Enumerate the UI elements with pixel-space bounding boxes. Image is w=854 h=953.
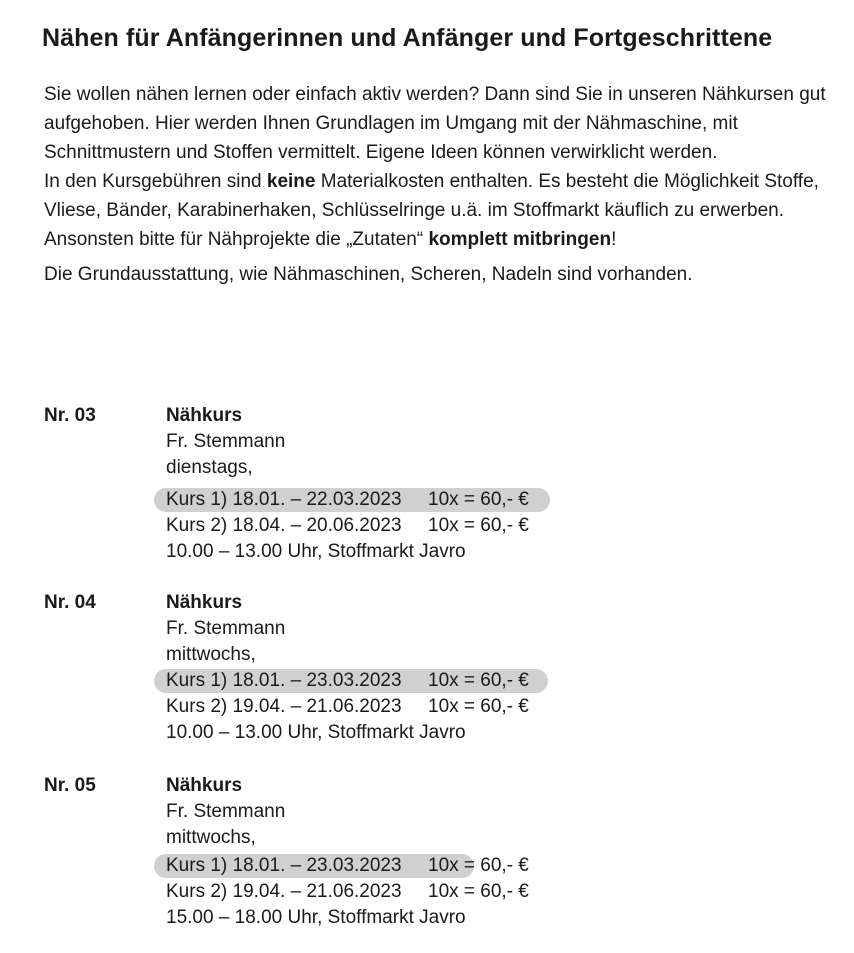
course-session-row [166, 513, 529, 539]
course-session-row [166, 668, 529, 694]
session-dates: Kurs 2) 19.04. – 21.06.2023 [166, 881, 402, 902]
session-price: 10x = 60,- € [428, 489, 529, 510]
course-details [166, 403, 529, 565]
session-price: 10x = 60,- € [428, 855, 529, 876]
course-number: Nr. 04 [44, 592, 96, 613]
session-price: 10x = 60,- € [428, 881, 529, 902]
intro-paragraph-3: Die Grundausstattung, wie Nähmaschinen, Scheren, Nadeln sind vorhanden. [44, 264, 693, 285]
page-title: Nähen für Anfängerinnen und Anfänger und Fortgeschrittene [42, 24, 773, 52]
course-number: Nr. 05 [44, 775, 96, 796]
course-teacher: Fr. Stemmann [166, 801, 286, 822]
session-dates: Kurs 1) 18.01. – 23.03.2023 [166, 670, 402, 691]
course-day: mittwochs, [166, 644, 256, 665]
course-title: Nähkurs [166, 775, 243, 796]
course-sessions [166, 487, 529, 539]
intro-paragraph-1: Sie wollen nähen lernen oder einfach aktiv werden? Dann sind Sie in unseren Nähkursen gut aufgehoben. Hier werden Ihnen Grundlagen im Umgang mit der Nähmaschine, mit Schnittmustern und Stoffen vermittelt. Eigene Ideen können verwirklicht werden. [44, 84, 826, 163]
course-title: Nähkurs [166, 592, 243, 613]
course-time-location: 10.00 – 13.00 Uhr, Stoffmarkt Javro [166, 541, 466, 562]
course-teacher: Fr. Stemmann [166, 431, 286, 452]
intro-p2-text-c: Materialkosten enthalten. Es besteht die Möglichkeit Stoffe, Vliese, Bänder, Karabinerhaken, Schlüsselringe u.ä. im Stoffmarkt käuflich zu erwerben. Ansonsten bitte für Nähprojekte die „Zutaten“ [44, 171, 819, 250]
course-time-location: 10.00 – 13.00 Uhr, Stoffmarkt Javro [166, 722, 466, 743]
course-session-row [166, 694, 529, 720]
intro-p2-bold-mitbringen: komplett mitbringen [428, 229, 612, 250]
course-title: Nähkurs [166, 405, 243, 426]
course-entry [0, 403, 854, 583]
intro-p2-text-e: ! [611, 229, 617, 250]
session-dates: Kurs 2) 18.04. – 20.06.2023 [166, 515, 402, 536]
course-sessions [166, 668, 529, 720]
course-sessions [166, 853, 529, 905]
intro-p2-bold-keine: keine [266, 171, 316, 192]
session-dates: Kurs 2) 19.04. – 21.06.2023 [166, 696, 402, 717]
session-price: 10x = 60,- € [428, 696, 529, 717]
intro-text [44, 80, 834, 289]
course-details [166, 773, 529, 931]
session-price: 10x = 60,- € [428, 670, 529, 691]
session-price: 10x = 60,- € [428, 515, 529, 536]
intro-p2-text-a: In den Kursgebühren sind [44, 171, 267, 192]
course-number: Nr. 03 [44, 405, 96, 426]
session-dates: Kurs 1) 18.01. – 23.03.2023 [166, 855, 402, 876]
course-session-row [166, 879, 529, 905]
course-session-row [166, 853, 529, 879]
course-entry [0, 590, 854, 770]
intro-paragraph-2 [44, 167, 834, 254]
course-details [166, 590, 529, 746]
course-entry [0, 773, 854, 953]
course-teacher: Fr. Stemmann [166, 618, 286, 639]
course-day: dienstags, [166, 457, 253, 478]
session-dates: Kurs 1) 18.01. – 22.03.2023 [166, 489, 402, 510]
course-time-location: 15.00 – 18.00 Uhr, Stoffmarkt Javro [166, 907, 466, 928]
course-day: mittwochs, [166, 827, 256, 848]
course-session-row [166, 487, 529, 513]
